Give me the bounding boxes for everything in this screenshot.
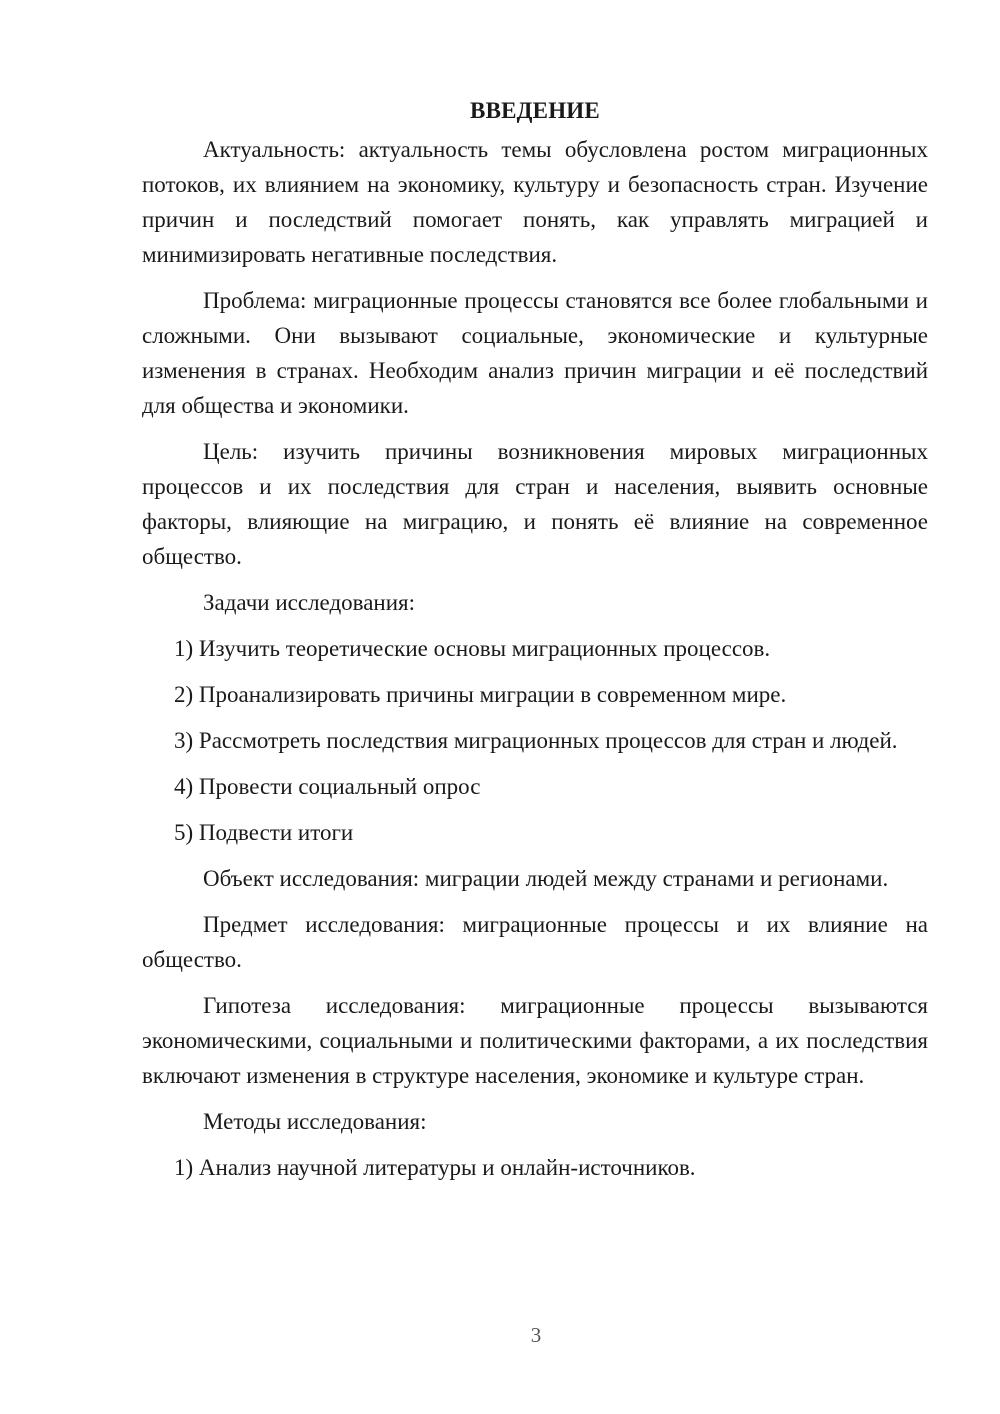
paragraph-subject: Предмет исследования: миграционные процессы и их влияние на общество.: [142, 912, 928, 972]
paragraph-hypothesis: Гипотеза исследования: миграционные процессы вызываются экономическими, социальными и политическими факторами, а их последствия включают изменения в структуре населения, экономике и культуре стран.: [142, 993, 928, 1088]
paragraph-methods-heading: Методы исследования:: [203, 1109, 427, 1134]
section-title: ВВЕДЕНИЕ: [470, 98, 600, 123]
paragraph-problem: Проблема: миграционные процессы становятся все более глобальными и сложными. Они вызывают социальные, экономические и культурные изменения в странах. Необходим анализ причин миграции и её последствий для общества и экономики.: [142, 288, 928, 418]
task-item: 4) Провести социальный опрос: [174, 774, 481, 799]
paragraph-goal: Цель: изучить причины возникновения мировых миграционных процессов и их последствия для стран и населения, выявить основные факторы, влияющие на миграцию, и понять её влияние на современное общество.: [142, 439, 928, 569]
document-page: [142, 93, 928, 1196]
method-item: 1) Анализ научной литературы и онлайн-источников.: [174, 1155, 696, 1180]
page-number: 3: [530, 1323, 542, 1347]
task-item: 2) Проанализировать причины миграции в современном мире.: [174, 682, 787, 707]
task-item: 5) Подвести итоги: [174, 820, 354, 845]
paragraph-relevance: Актуальность: актуальность темы обусловлена ростом миграционных потоков, их влиянием на экономику, культуру и безопасность стран. Изучение причин и последствий помогает понять, как управлять миграцией и минимизировать негативные последствия.: [142, 137, 928, 267]
task-item: 3) Рассмотреть последствия миграционных процессов для стран и людей.: [174, 728, 898, 753]
paragraph-object: Объект исследования: миграции людей между странами и регионами.: [203, 866, 889, 891]
paragraph-tasks-heading: Задачи исследования:: [203, 590, 416, 615]
task-item: 1) Изучить теоретические основы миграционных процессов.: [174, 636, 771, 661]
